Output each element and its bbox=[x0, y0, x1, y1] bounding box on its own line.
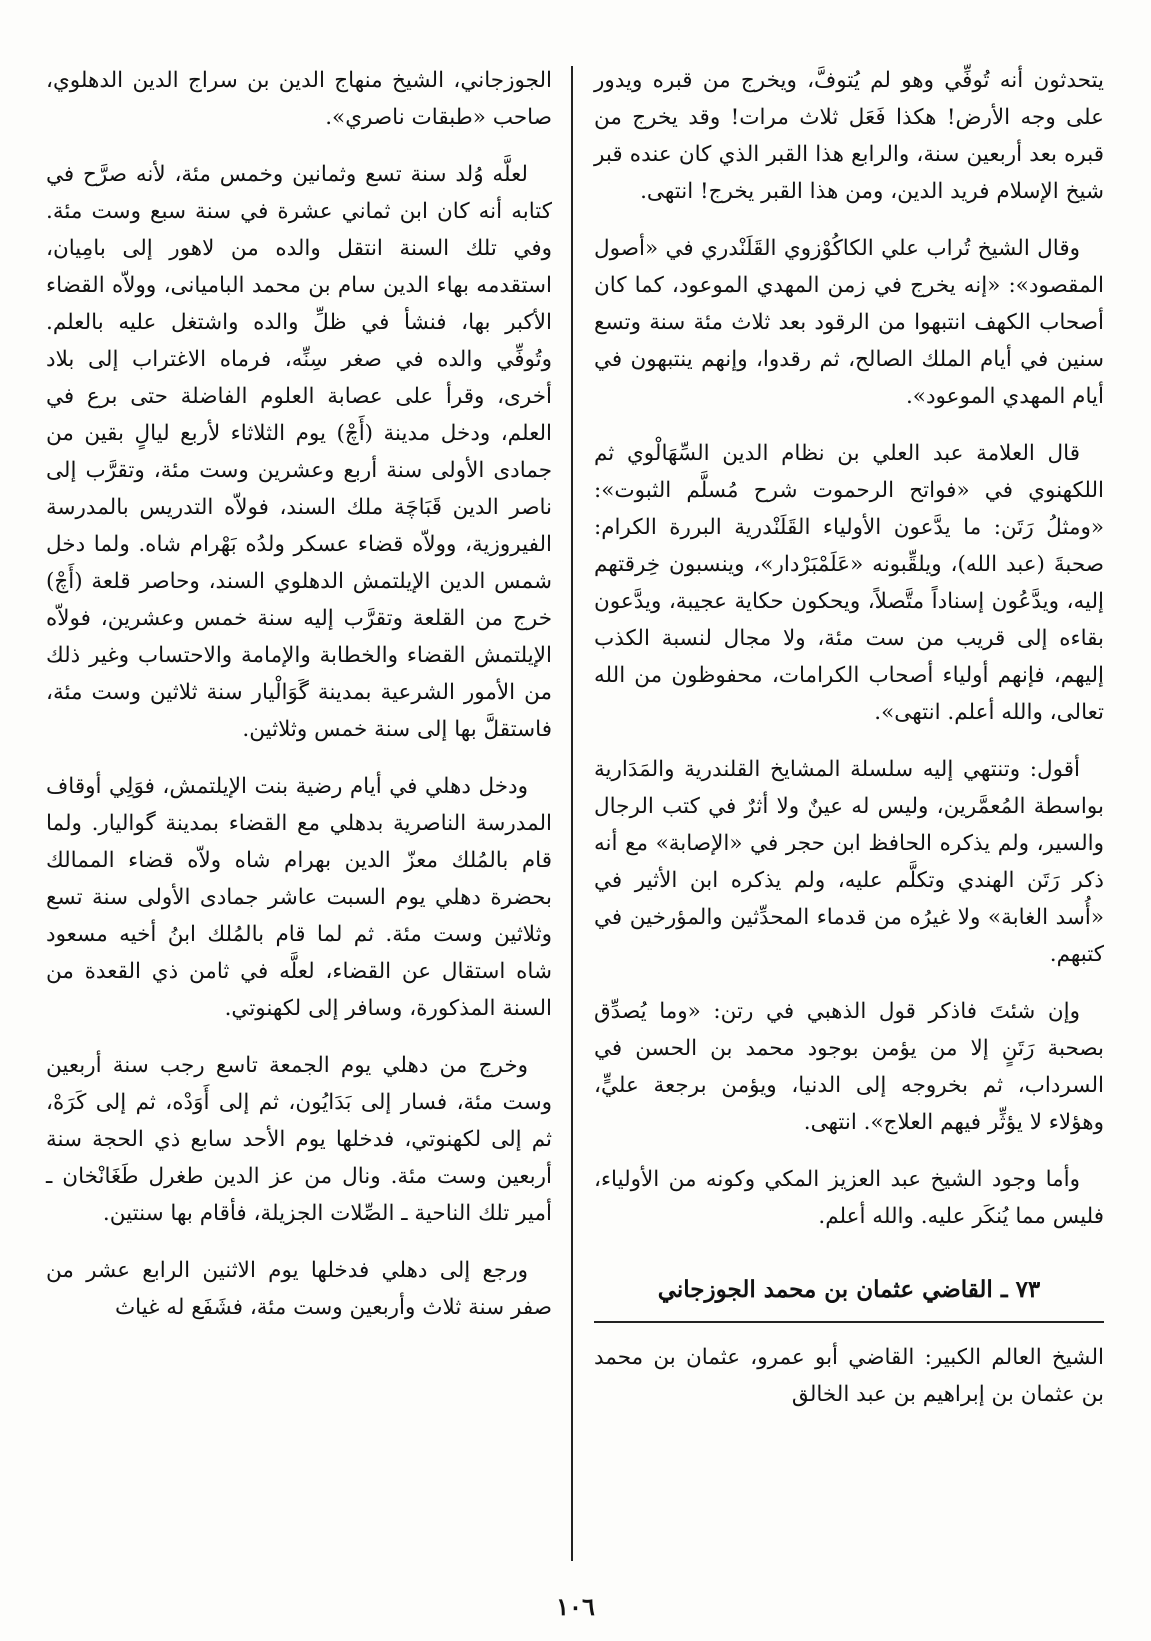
paragraph: وخرج من دهلي يوم الجمعة تاسع رجب سنة أربعين وست مئة، فسار إلى بَدَايُون، ثم إلى أَوَدْه، ثم إلى كَرَهْ، ثم إلى لكهنوتي، فدخلها يوم الأحد سابع ذي الحجة سنة أربعين وست مئة. ونال من عز الدين طغرل طَغَانْخان ـ أمير تلك الناحية ـ الصِّلات الجزيلة، فأقام بها سنتين. bbox=[46, 1053, 552, 1226]
paragraph: الجوزجاني، الشيخ منهاج الدين بن سراج الدين الدهلوي، صاحب «طبقات ناصري». bbox=[46, 68, 552, 130]
paragraph: ودخل دهلي في أيام رضية بنت الإيلتمش، فوَلِي أوقاف المدرسة الناصرية بدهلي مع القضاء بمدينة گواليار. ولما قام بالمُلك معزّ الدين بهرام شاه ولاّه قضاء الممالك بحضرة دهلي يوم السبت عاشر جمادى الأولى سنة تسع وثلاثين وست مئة. ثم لما قام بالمُلك ابنُ أخيه مسعود شاه استقال عن القضاء، لعلَّه في ثامن ذي القعدة من السنة المذكورة، وسافر إلى لكهنوتي. bbox=[46, 774, 552, 1021]
paragraph: وإن شئتَ فاذكر قول الذهبي في رتن: «وما يُصدِّق بصحبة رَتَنٍ إلا من يؤمن بوجود محمد بن الحسن في السرداب، ثم بخروجه إلى الدنيا، ويؤمن برجعة عليٍّ، وهؤلاء لا يؤثِّر فيهم العلاج». انتهى. bbox=[594, 999, 1104, 1135]
left-column bbox=[46, 62, 552, 1346]
paragraph: أقول: وتنتهي إليه سلسلة المشايخ القلندرية والمَدَارية بواسطة المُعمَّرين، وليس له عينٌ ولا أثرٌ في كتب الرجال والسير، ولم يذكره الحافظ ابن حجر في «الإصابة» مع أنه ذكر رَتَن الهندي وتكلَّم عليه، ولم يذكره ابن الأثير في «أُسد الغابة» ولا غيرُه من قدماء المحدِّثين والمؤرخين في كتبهم. bbox=[594, 757, 1104, 967]
heading-divider bbox=[594, 1321, 1104, 1323]
column-divider bbox=[571, 66, 573, 1561]
paragraph: الشيخ العالم الكبير: القاضي أبو عمرو، عثمان بن محمد بن عثمان بن إبراهيم بن عبد الخالق bbox=[594, 1345, 1104, 1407]
page-number: ١٠٦ bbox=[556, 1592, 595, 1621]
right-column bbox=[594, 62, 1104, 1433]
paragraph: يتحدثون أنه تُوفِّي وهو لم يُتوفَّ، ويخرج من قبره ويدور على وجه الأرض! هكذا فَعَل ثلاث مرات! وقد يخرج من قبره بعد أربعين سنة، والرابع هذا القبر الذي كان عنده قبر شيخ الإسلام فريد الدين، ومن هذا القبر يخرج! انتهى. bbox=[594, 68, 1104, 204]
section-heading: ٧٣ ـ القاضي عثمان بن محمد الجوزجاني bbox=[657, 1276, 1041, 1303]
paragraph: ورجع إلى دهلي فدخلها يوم الاثنين الرابع عشر من صفر سنة ثلاث وأربعين وست مئة، فشَفَع له غياث bbox=[46, 1258, 552, 1320]
paragraph: قال العلامة عبد العلي بن نظام الدين السِّهَالْوي ثم اللكهنوي في «فواتح الرحموت شرح مُسلَّم الثبوت»: «ومثلُ رَتَن: ما يدَّعون الأولياء القَلَنْدرية البررة الكرام: صحبةَ (عبد الله)، ويلقِّبونه «عَلَمْبَرْدار»، وينسبون خِرقتهم إليه، ويدَّعُون إسناداً متَّصلاً، ويحكون حكاية عجيبة، ويدَّعون بقاءه إلى قريب من ست مئة، ولا مجال لنسبة الكذب إليهم، فإنهم أولياء أصحاب الكرامات، محفوظون من الله تعالى، والله أعلم. انتهى». bbox=[594, 441, 1104, 725]
paragraph: لعلَّه وُلد سنة تسع وثمانين وخمس مئة، لأنه صرَّح في كتابه أنه كان ابن ثماني عشرة في سنة سبع وست مئة. وفي تلك السنة انتقل والده من لاهور إلى بامِيان، استقدمه بهاء الدين سام بن محمد الباميانى، وولاّه القضاء الأكبر بها، فنشأ في ظلِّ والده واشتغل عليه بالعلم. وتُوفِّي والده في صغر سِنِّه، فرماه الاغتراب إلى بلاد أخرى، وقرأ على عصابة العلوم الفاضلة حتى برع في العلم، ودخل مدينة (أَچْ) يوم الثلاثاء لأربع ليالٍ بقين من جمادى الأولى سنة أربع وعشرين وست مئة، وتقرَّب إلى ناصر الدين قَبَاچَة ملك السند، فولاّه التدريس بالمدرسة الفيروزية، وولاّه قضاء عسكر ولدُه بَهْرام شاه. ولما دخل شمس الدين الإيلتمش الدهلوي السند، وحاصر قلعة (أَچْ) خرج من القلعة وتقرَّب إليه سنة خمس وعشرين، فولاّه الإيلتمش القضاء والخطابة والإمامة والاحتساب وغير ذلك من الأمور الشرعية بمدينة گَوَالْيار سنة ثلاثين وست مئة، فاستقلَّ بها إلى سنة خمس وثلاثين. bbox=[46, 162, 552, 742]
paragraph: وقال الشيخ تُراب علي الكاكُوْزوي القَلَنْدري في «أصول المقصود»: «إنه يخرج في زمن المهدي الموعود، كما كان أصحاب الكهف انتبهوا من الرقود بعد ثلاث مئة سنة وتسع سنين في أيام الملك الصالح، ثم رقدوا، وإنهم ينتبهون في أيام المهدي الموعود». bbox=[594, 236, 1104, 409]
paragraph: وأما وجود الشيخ عبد العزيز المكي وكونه من الأولياء، فليس مما يُنكَر عليه. والله أعلم. bbox=[594, 1167, 1104, 1229]
